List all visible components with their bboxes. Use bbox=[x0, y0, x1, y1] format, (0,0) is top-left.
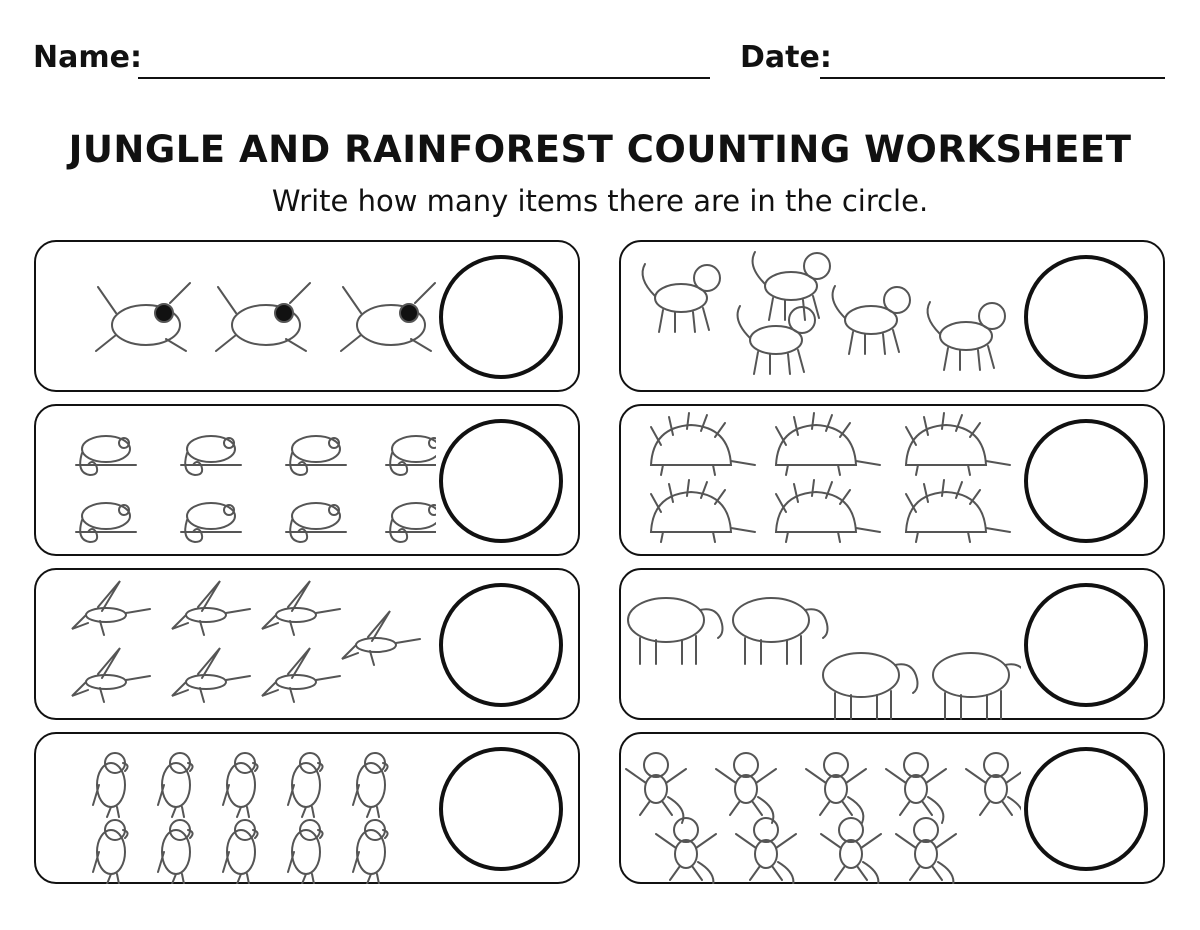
monkey-icon bbox=[896, 818, 956, 884]
monkey-icon bbox=[656, 818, 716, 884]
chameleon-icon bbox=[286, 436, 346, 475]
baboon-icon bbox=[928, 302, 1005, 370]
parrot-icon bbox=[158, 753, 193, 817]
monkey-icon bbox=[806, 753, 866, 823]
answer-circle[interactable] bbox=[439, 255, 563, 379]
parrot-icon bbox=[223, 753, 258, 817]
baboon-icon bbox=[643, 264, 720, 332]
answer-circle[interactable] bbox=[1024, 747, 1148, 871]
name-label: Name: bbox=[33, 40, 142, 75]
hummingbird-icon bbox=[262, 581, 340, 635]
answer-circle[interactable] bbox=[439, 419, 563, 543]
answer-circle[interactable] bbox=[439, 747, 563, 871]
tapir-icon-group bbox=[621, 570, 1021, 720]
hummingbird-icon bbox=[72, 648, 150, 702]
counting-panel-echidnas bbox=[619, 404, 1165, 556]
monkey-icon bbox=[966, 753, 1021, 823]
chameleon-icon bbox=[386, 503, 436, 542]
monkey-icon bbox=[736, 818, 796, 884]
chameleon-icon bbox=[76, 436, 136, 475]
frog-icon-group bbox=[36, 242, 436, 392]
name-line[interactable] bbox=[138, 77, 710, 79]
chameleon-icon bbox=[181, 503, 241, 542]
parrot-icon bbox=[288, 753, 323, 817]
monkey-icon bbox=[886, 753, 946, 823]
counting-panel-hummingbirds bbox=[34, 568, 580, 720]
echidna-icon bbox=[651, 413, 755, 475]
hummingbird-icon bbox=[72, 581, 150, 635]
parrot-icon bbox=[353, 753, 388, 817]
monkey-icon-group bbox=[621, 734, 1021, 884]
frog-icon bbox=[341, 283, 435, 351]
echidna-icon bbox=[776, 413, 880, 475]
counting-panel-baboons bbox=[619, 240, 1165, 392]
echidna-icon bbox=[906, 413, 1010, 475]
echidna-icon bbox=[906, 480, 1010, 542]
monkey-icon bbox=[626, 753, 686, 823]
counting-panel-monkeys bbox=[619, 732, 1165, 884]
parrot-icon bbox=[288, 820, 323, 884]
parrot-icon bbox=[223, 820, 258, 884]
monkey-icon bbox=[716, 753, 776, 823]
baboon-icon bbox=[753, 252, 830, 320]
hummingbird-icon bbox=[172, 648, 250, 702]
chameleon-icon bbox=[386, 436, 436, 475]
chameleon-icon bbox=[76, 503, 136, 542]
counting-panel-tapirs bbox=[619, 568, 1165, 720]
answer-circle[interactable] bbox=[1024, 419, 1148, 543]
hummingbird-icon-group bbox=[36, 570, 436, 720]
parrot-icon bbox=[93, 753, 128, 817]
hummingbird-icon bbox=[262, 648, 340, 702]
counting-panel-chameleons bbox=[34, 404, 580, 556]
baboon-icon bbox=[738, 306, 815, 374]
worksheet-title: JUNGLE AND RAINFOREST COUNTING WORKSHEET bbox=[68, 128, 1132, 171]
frog-icon bbox=[96, 283, 190, 351]
worksheet-instructions: Write how many items there are in the circle. bbox=[271, 184, 929, 218]
baboon-icon bbox=[833, 286, 910, 354]
answer-circle[interactable] bbox=[1024, 255, 1148, 379]
monkey-icon bbox=[821, 818, 881, 884]
echidna-icon bbox=[776, 480, 880, 542]
parrot-icon-group bbox=[36, 734, 436, 884]
tapir-icon bbox=[933, 653, 1021, 719]
parrot-icon bbox=[353, 820, 388, 884]
baboon-icon-group bbox=[621, 242, 1021, 392]
chameleon-icon-group bbox=[36, 406, 436, 556]
echidna-icon bbox=[651, 480, 755, 542]
answer-circle[interactable] bbox=[439, 583, 563, 707]
tapir-icon bbox=[733, 598, 828, 664]
answer-circle[interactable] bbox=[1024, 583, 1148, 707]
chameleon-icon bbox=[286, 503, 346, 542]
date-label: Date: bbox=[740, 40, 832, 75]
tapir-icon bbox=[823, 653, 918, 719]
counting-panel-parrots bbox=[34, 732, 580, 884]
tapir-icon bbox=[628, 598, 723, 664]
parrot-icon bbox=[93, 820, 128, 884]
counting-panel-frogs bbox=[34, 240, 580, 392]
date-line[interactable] bbox=[820, 77, 1165, 79]
chameleon-icon bbox=[181, 436, 241, 475]
parrot-icon bbox=[158, 820, 193, 884]
frog-icon bbox=[216, 283, 310, 351]
hummingbird-icon bbox=[172, 581, 250, 635]
echidna-icon-group bbox=[621, 406, 1021, 556]
hummingbird-icon bbox=[342, 611, 420, 665]
